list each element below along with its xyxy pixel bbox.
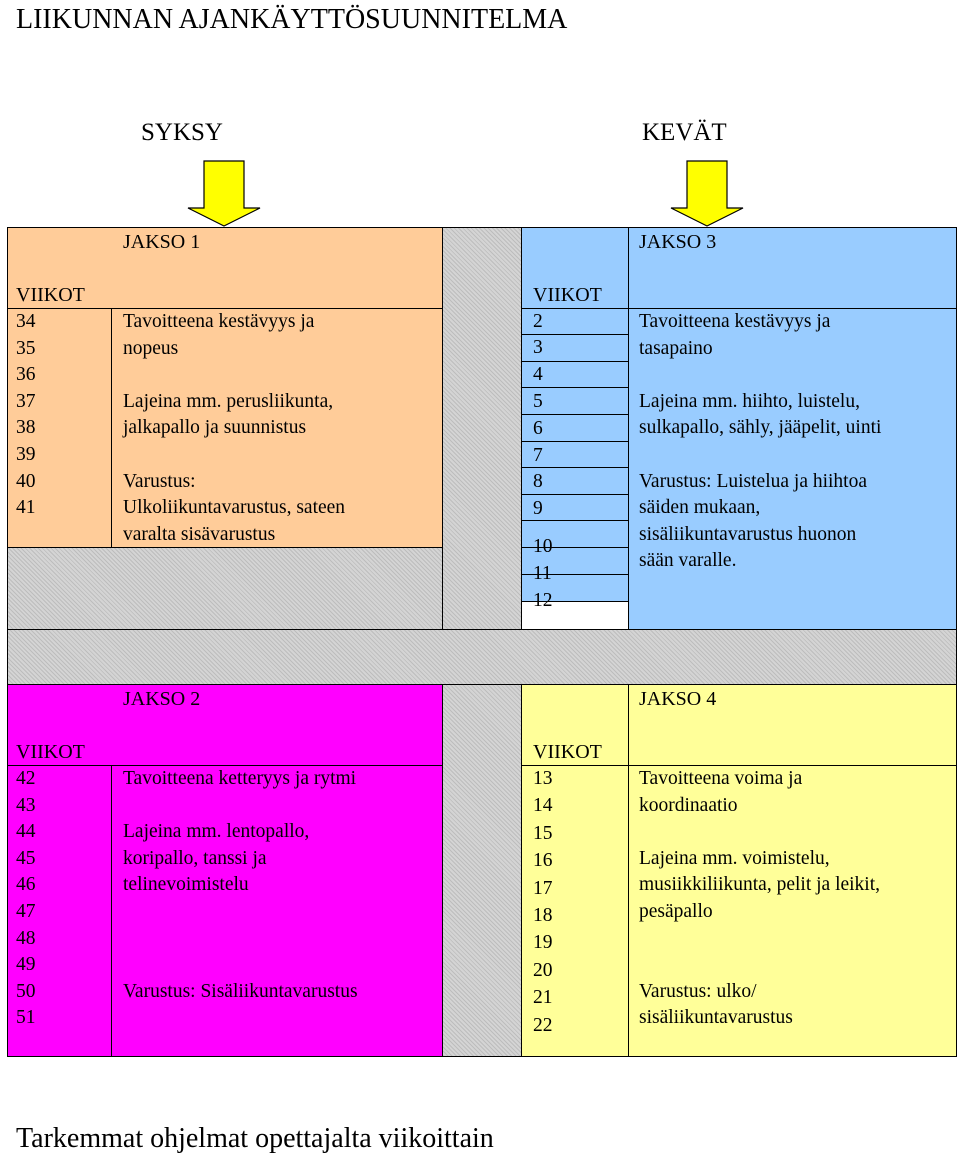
description-line: Lajeina mm. voimistelu, <box>639 847 830 869</box>
week-number: 13 <box>533 768 553 789</box>
description-line: tasapaino <box>639 337 713 359</box>
week-number: 2 <box>533 311 543 332</box>
description-line: varalta sisävarustus <box>123 523 276 545</box>
week-number: 34 <box>16 311 36 332</box>
week-number: 8 <box>533 471 543 492</box>
week-number: 4 <box>533 364 543 385</box>
week-number: 11 <box>533 563 552 584</box>
week-number: 10 <box>533 536 553 557</box>
week-number: 12 <box>533 590 553 611</box>
weeks-header: VIIKOT <box>533 741 602 763</box>
week-number: 49 <box>16 954 36 976</box>
description-line: Tavoitteena kestävyys ja <box>123 311 315 332</box>
week-number: 45 <box>16 847 36 869</box>
week-number: 41 <box>16 497 36 519</box>
week-number: 22 <box>533 1014 553 1036</box>
weeks-header: VIIKOT <box>533 284 602 306</box>
week-number: 51 <box>16 1007 36 1029</box>
week-number: 15 <box>533 822 553 844</box>
week-number: 21 <box>533 987 553 1009</box>
description-line: Lajeina mm. perusliikunta, <box>123 390 334 412</box>
week-number: 48 <box>16 927 36 949</box>
week-number: 35 <box>16 337 36 359</box>
week-number: 43 <box>16 794 36 816</box>
week-number: 7 <box>533 445 543 466</box>
jakso1-label: JAKSO 1 <box>123 231 201 253</box>
empty-cell-top-left <box>7 547 443 630</box>
week-number: 6 <box>533 418 543 439</box>
description-line: sisäliikuntavarustus <box>639 1007 793 1029</box>
description-line: pesäpallo <box>639 901 713 922</box>
week-number: 16 <box>533 850 553 872</box>
description-line: Tavoitteena voima ja <box>639 768 803 789</box>
week-number: 44 <box>16 821 36 843</box>
week-number: 36 <box>16 364 36 386</box>
description-line: jalkapallo ja suunnistus <box>123 417 307 439</box>
description-line: sisäliikuntavarustus huonon <box>639 523 857 545</box>
jakso2-content-cell <box>111 765 443 1057</box>
weeks-header: VIIKOT <box>16 741 85 763</box>
week-number: 20 <box>533 959 553 981</box>
week-number: 17 <box>533 877 553 899</box>
week-number: 5 <box>533 391 543 412</box>
weeks-header: VIIKOT <box>16 284 85 306</box>
week-number: 42 <box>16 768 36 789</box>
week-number: 46 <box>16 874 36 896</box>
description-line: Lajeina mm. hiihto, luistelu, <box>639 390 860 412</box>
season-autumn-label: SYKSY <box>141 119 223 146</box>
arrow-down-icon <box>186 160 262 228</box>
description-line: Lajeina mm. lentopallo, <box>123 821 310 843</box>
separator-vertical-top <box>442 227 522 630</box>
week-number: 3 <box>533 337 543 358</box>
description-line: sulkapallo, sähly, jääpelit, uinti <box>639 417 882 439</box>
description-line: nopeus <box>123 337 179 359</box>
arrow-down-icon <box>669 160 745 228</box>
description-line: Varustus: Sisäliikuntavarustus <box>123 980 358 1002</box>
season-spring-label: KEVÄT <box>642 119 727 146</box>
separator-vertical-bottom <box>442 684 522 1057</box>
description-line: sään varalle. <box>639 550 737 572</box>
description-line: Varustus: Luistelua ja hiihtoa <box>639 470 868 492</box>
footer-note: Tarkemmat ohjelmat opettajalta viikoittain <box>16 1123 494 1154</box>
description-line: säiden mukaan, <box>639 497 761 519</box>
description-line: Tavoitteena kestävyys ja <box>639 311 831 332</box>
jakso2-label: JAKSO 2 <box>123 688 201 710</box>
week-number: 37 <box>16 390 36 412</box>
jakso3-label: JAKSO 3 <box>639 231 717 253</box>
description-line: musiikkiliikunta, pelit ja leikit, <box>639 874 881 896</box>
week-number: 38 <box>16 417 36 439</box>
jakso4-label: JAKSO 4 <box>639 688 717 710</box>
description-line: Varustus: <box>123 470 196 492</box>
week-number: 18 <box>533 905 553 926</box>
week-number: 19 <box>533 932 553 954</box>
page-title: LIIKUNNAN AJANKÄYTTÖSUUNNITELMA <box>16 4 568 35</box>
week-number: 14 <box>533 795 553 817</box>
week-number: 9 <box>533 498 543 519</box>
description-line: Ulkoliikuntavarustus, sateen <box>123 497 346 519</box>
week-number: 39 <box>16 444 36 465</box>
description-line: koordinaatio <box>639 794 738 816</box>
description-line: telinevoimistelu <box>123 874 249 896</box>
description-line: koripallo, tanssi ja <box>123 847 267 869</box>
week-number: 40 <box>16 470 36 492</box>
week-number: 50 <box>16 980 36 1002</box>
description-line: Varustus: ulko/ <box>639 980 757 1002</box>
description-line: Tavoitteena ketteryys ja rytmi <box>123 768 357 789</box>
separator-horizontal <box>7 629 957 685</box>
week-number: 47 <box>16 901 36 922</box>
